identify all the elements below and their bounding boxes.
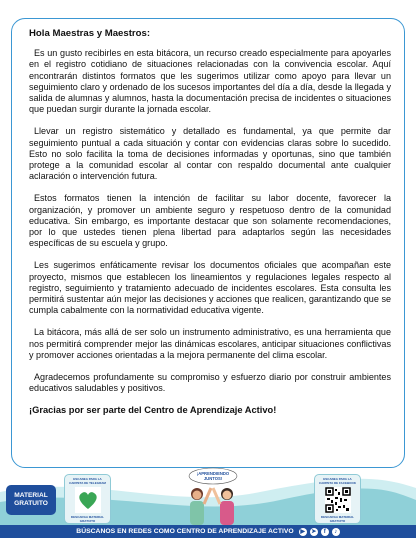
qr-code-icon xyxy=(75,487,101,513)
paragraph: Es un gusto recibirles en esta bitácora, un recurso creado especialmente para apoyarles en el registro cotidiano de situaciones relacionadas con la convivencia escolar. Aquí encontrarán distintos formatos que les sugerimos utilizar como apoyo para llevar un seguimiento claro y ordenado de los sucesos importantes del día a día, desde la llegada y salida de alumnas y alumnos, hasta la documentación precisa de incidentes o situaciones que puedan surgir durante la jornada escolar. xyxy=(29,48,391,115)
paragraph: Estos formatos tienen la intención de facilitar su labor docente, favorecer la organización, y promover un ambiente seguro y respetuoso dentro de la comunidad educativa. Sin embargo, es importante destacar que son solamente recomendaciones, por lo que ustedes tienen plena libertad para adaptarlos según las necesidades específicas de su escuela y grupo. xyxy=(29,193,391,249)
free-material-badge: MATERIAL GRATUITO xyxy=(6,485,56,515)
teachers-illustration xyxy=(175,466,251,526)
telegram-icon[interactable]: ➤ xyxy=(311,529,317,535)
qr-card-telegram[interactable]: ESCANEA PARA LA CARPETA DE TELEGRAM DESCARGA MATERIAL GRATUITO xyxy=(64,474,111,524)
speech-bubble-line1: ¡APRENDIENDO xyxy=(196,471,230,476)
paragraph: Agradecemos profundamente su compromiso y esfuerzo diario por construir ambientes educativos saludables y positivos. xyxy=(29,371,391,393)
closing-line: ¡Gracias por ser parte del Centro de Aprendizaje Activo! xyxy=(29,404,277,415)
speech-bubble-line2: JUNTOS! xyxy=(203,476,223,481)
qr-code-icon xyxy=(325,487,351,513)
paragraph: Les sugerimos enfáticamente revisar los documentos oficiales que acompañan este proyecto, mismos que establecen los lineamientos y regulaciones legales respecto al registro, seguimiento y tratamiento adecuado de incidentes escolares. Esta consulta les permitirá sustentar aún mejor las decisiones y acciones que realicen, garantizando que se cumpla cabalmente con la normatividad educativa vigente. xyxy=(29,260,391,316)
footer-bar-text: BÚSCANOS EN REDES COMO CENTRO DE APRENDIZAJE ACTIVO xyxy=(76,528,294,535)
youtube-icon[interactable]: ▶ xyxy=(300,529,306,535)
letter-frame xyxy=(11,18,405,468)
greeting: Hola Maestras y Maestros: xyxy=(29,28,151,39)
footer-bar xyxy=(0,525,416,538)
paragraph: Llevar un registro sistemático y detallado es fundamental, ya que permite dar seguimiento puntual a cada situación y contar con evidencias claras sobre lo sucedido. Esto no solo facilita la toma de decisiones informadas y oportunas, sino que también protege a la comunidad escolar al contar con respaldo documental ante cualquier aclaración o intervención futura. xyxy=(29,126,391,182)
facebook-icon[interactable]: f xyxy=(321,528,329,536)
qr-card-facebook[interactable]: ESCANEA PARA LA CARPETA DE FACEBOOK DESCARGA MATERIAL GRATUITO xyxy=(314,474,361,524)
tiktok-icon[interactable]: ♪ xyxy=(332,528,340,536)
paragraph: La bitácora, más allá de ser solo un instrumento administrativo, es una herramienta que nos permitirá comprender mejor las dinámicas escolares, anticipar situaciones conflictivas y promover acciones orientadas a la mejora permanente del clima escolar. xyxy=(29,327,391,360)
